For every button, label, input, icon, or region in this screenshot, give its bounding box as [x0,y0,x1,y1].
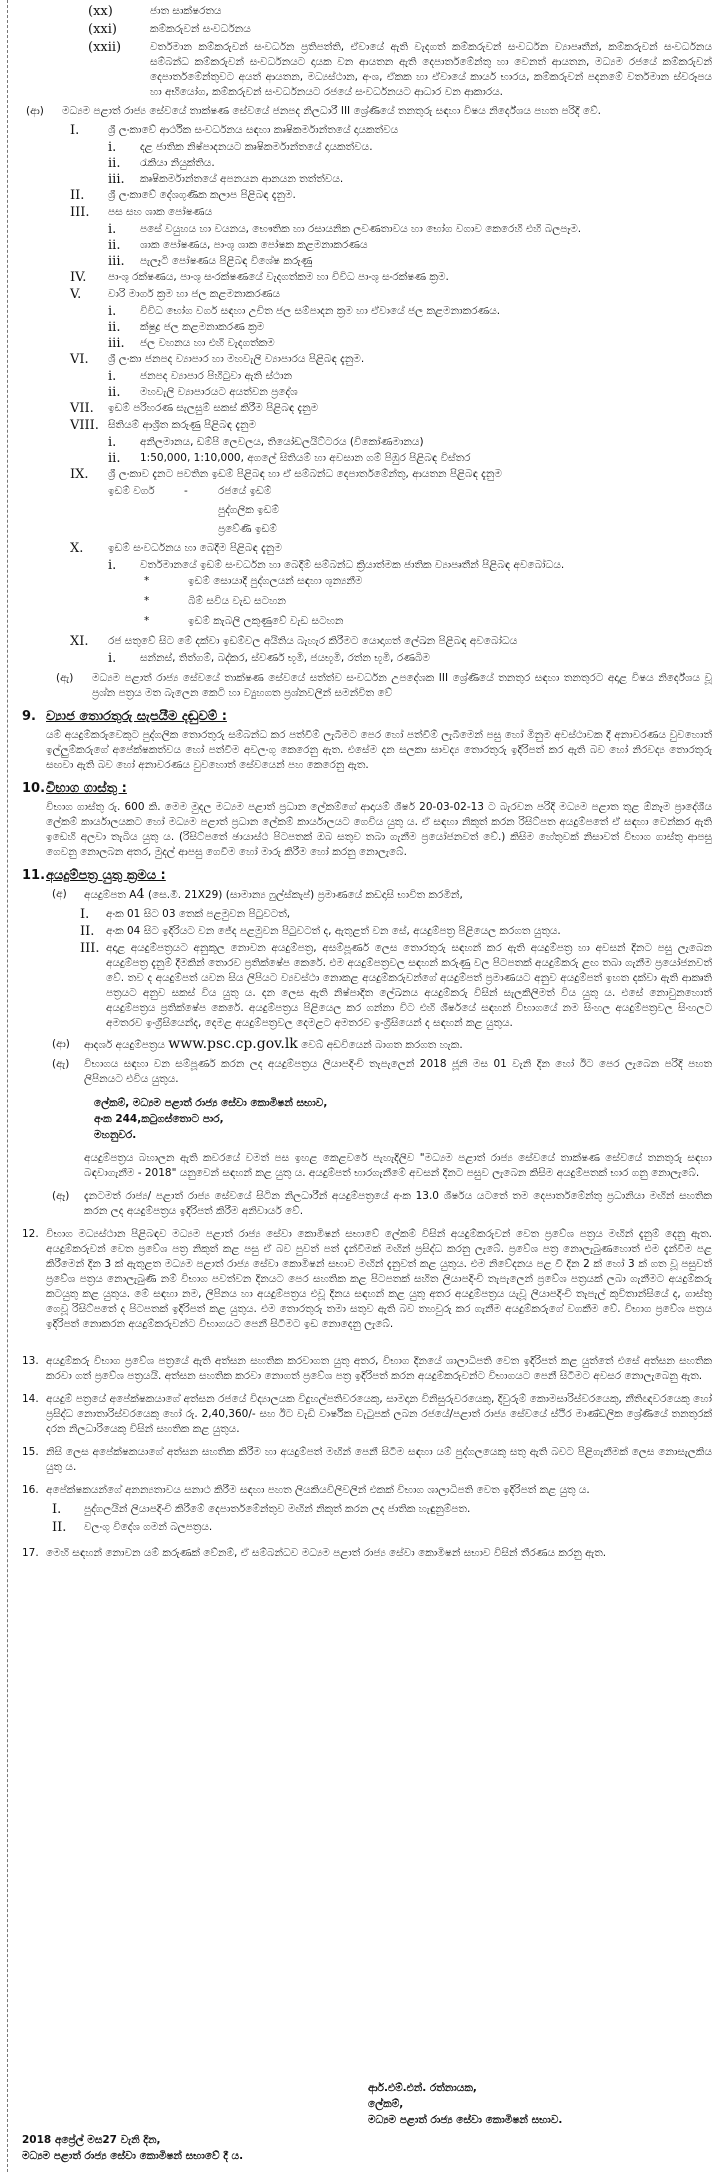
roman-number: I. [70,123,80,138]
sub-number: iii. [108,254,125,269]
model-application-post: වෙබ් අඩවියෙන් බාගත කරගත හැක. [301,1039,463,1051]
item-text: ඉඩම් සංවර්ධනය හා බෙදීම පිළිබඳ දැනුම [108,542,282,554]
sub-text: පසේ වයුහය හා වයනය, භෞතික හා රසායනික ලවණතාවය හා භෝග වගාව කෙරෙහි එහි බලපෑම. [140,223,582,235]
star-bullet-icon: * [144,615,150,627]
section-title: අයදුම්පත්‍ර යුතු ක්‍රමය : [46,868,166,883]
item-text: ශ්‍රී ලංකාවේ ආර්ථික සංවර්ධනය සඳහා කෘෂිකර්මාන්තයේ දායකත්වය [108,124,399,136]
sub-item [22,172,712,187]
list-text: වර්තමාන කම්කරුවන් සංවර්ධන ප්‍රතිපත්ති, ඒවායේ ඇති වැදගත් කම්කරුවන් සංවර්ධන ව්‍යාපෘතීන්, කම්කරුවන් සංවර්ධනය සම්බන්ධ කම්කරුවන් සංවර්ධනයට දායක වන ආයතන ඇති දෙපාර්තමේන්තු හා වෙනත් ආයතන, මධ්‍යම රජයේ කම්කරුවන් දෙපාර්තමේන්තුවට අයත් ආයතන, මධ්‍යස්ථාන, අංශ, ඒකක හා ඒවායේ කාර්ය භාරය, කම්කරුවන් පදනමේ වර්තමාන ස්වරූපය හා අභියෝග, කම්කරුවන් සංවර්ධනයට රජයේ සංවර්ධනයට ආධාර වන ආකාරය. [150,41,712,98]
list-text: ජාත සාක්ෂරතය [150,5,222,17]
list-text: පුද්ගලයින් ලියාපදිංචි කිරීමේ දෙපාර්තමේන්තුව මඟින් නිකුත් කරන ලද ජාතික හැඳුනුම්පත. [84,1503,471,1515]
sub-text: ශාක පෝෂණය, පාංශු ශාක පෝෂක කළමනාකරණය [140,239,368,251]
roman-number: IX. [70,467,89,482]
address-line: අංක 244,කටුගස්තොට පාර, [94,1113,224,1125]
sub-number: ii. [108,320,121,335]
sub-number: ii. [108,451,121,466]
section-number: 17. [22,1547,39,1559]
section-number: 9. [22,709,36,724]
star-text: ඉඩම් සොයාදී පුද්ගලයන් සඳහා ශූන්‍යනීම [188,575,363,587]
syllabus-item [22,123,712,138]
syllabus-item [22,467,712,482]
section-number: 12. [22,1228,39,1240]
section-number: 11. [22,868,46,883]
item-text: අංක 01 සිට 03 තෙක් පළමුවන පිටුවටත්, [106,908,291,920]
sub-text: විවිධ භෝග වර්ග සඳහා උචිත ජල සම්පාදන ක්‍රම හා ඒවායේ ජල කළමනාකරණය. [140,305,501,317]
syllabus-list [22,123,712,666]
sub-text: සන්නස්, තිත්ගම්, බද්කර, ස්වර්ණ භූමි, ජයභූමි, රත්න භූමි, රණබිම [140,652,430,664]
item-text: ශ්‍රී ලංකා ජනපද ව්‍යාපාර හා මහවැලි ව්‍යාපාරය පිළිබඳ දැනුම. [108,353,365,365]
sub-text: පැලෑටි පෝෂණය පිළිබඳ විශේෂ කරුණු [140,255,313,267]
item-text: ඉඩම් පරිහරණ සැලසුම් සකස් කිරීම පිළිබඳ දැනුම [108,402,319,414]
sub-number: ii. [108,156,121,171]
sub-item [22,451,712,466]
syllabus-item [22,541,712,556]
part-label: (ආ) [26,105,44,117]
sub-text: රැකියා නියුක්තිය. [140,157,215,169]
sub-number: iii. [108,172,125,187]
paper-size-number: 4 [136,887,145,902]
roman-number: VIII. [70,418,99,433]
land-type-row [22,484,712,503]
item-text: ශ්‍රී ලංකාව දැනට පවතින ඉඩම් පිළිබඳ හා ඒ සම්බන්ධ දෙපාර්තමේන්තු, ආයතන පිළිබඳ දැනුම [108,468,502,480]
signature-title: ලේකම්, [368,2098,404,2110]
section-number: 10. [22,781,46,796]
roman-number: VII. [70,401,94,416]
roman-number: II. [80,924,95,939]
application-format-list [22,907,712,1031]
item-text: ශ්‍රී ලංකාවේ දේශගුණික කලාප පිළිබඳ දැනුම. [108,189,296,201]
part-label: (ආ) [52,1038,70,1050]
section-body: අපේක්ෂකයන්ගේ අනන්‍යතාවය සනාථ කිරීම සඳහා පහත ලියකියවිලිවලින් එකක් විභාග ශාලාධිපති වෙත ඉදිරිපත් කළ යුතු ය. [46,1484,590,1496]
sub-item [22,140,712,155]
star-text: බිම් සවිය වැඩ සටහන [188,595,286,607]
syllabus-item [22,287,712,302]
sub-item [22,320,712,335]
format-item [22,907,712,922]
sub-number: ii. [108,385,121,400]
item-text: අංක 04 සිට ඉදිරියට වන ජේද පළමුවන පිටුවටත් ද, ඇතුළත් වන සේ, අයදුම්පත්‍ර පිළියෙල කරගත යුතුය. [106,925,561,937]
part-text: මධ්‍යම පළාත් රාජ්‍ය සේවයේ තාක්ෂණ සේවයේ සත්ත්ව සංවර්ධන උපදේශක III ශ්‍රේණියේ තනතුර සඳහා තනතුරට අදාළ විෂය නිර්දේශය වූ ප්‍රශ්න පත්‍රය මත බැලෙන කෙටි හා ව්‍යුහගත ප්‍රශ්නවලින් සමන්විත වේ [92,672,712,699]
section-12 [22,1227,712,1332]
section-body: විභාග ගාස්තු රු. 600 කි. මෙම මුදල මධ්‍යම පළාත් ප්‍රධාන ලේකම්ගේ ආදායම් ශීර්ෂ 20-03-02-13 ට බැරවන පරිදි මධ්‍යම පළාත තුළ ඕනෑම ප්‍රාදේශීය ලේකම් කාර්යාලයකට හෝ මධ්‍යම පළාත් ප්‍රධාන ලේකම් කාර්යාලයට ගෙවිය යුතු ය. ඒ සඳහා නිකුත් කරන රිසිට්පත අයදුම්පතේ ඒ සඳහා වෙන්කර ඇති ඉඩෙහි අලවා තැබිය යුතු ය. (රිසිට්පතේ ඡායාස්ථ පිටපතක් ඔබ සතුව තබා ගැනීම ප්‍රයෝජනවත් වේ.) කිසිම හේතුවක් නිසාවත් විභාග ගාස්තු ආපසු ගෙවනු නොලබන අතර, මුදල් ආපසු ගෙවීම හෝ මාරු කිරීම හෝ කරනු නොලැබේ. [46,801,712,858]
dashed-cut-line [7,0,8,2172]
section-16 [22,1483,712,1498]
footer-line: මධ්‍යම පළාත් රාජ්‍ය සේවා කොමිෂන් සභාවේ දී ය. [22,2150,244,2162]
sub-item [22,369,712,384]
signature-block [368,2080,562,2128]
section-15 [22,1445,712,1475]
model-application-text: ආදර්ශ අයදුම්පත්‍රය [84,1039,165,1051]
list-number: I. [52,1502,62,1517]
website-link[interactable]: www.psc.cp.gov.lk [168,1036,298,1052]
envelope-instruction: අයදුම්පත්‍රය බහාලන ඇති කවරයේ වමත් පස ඉහළ කෙළවරේ පැහැදිලිව "මධ්‍යම පළාත් රාජ්‍ය සේවයේ තාක්ෂණ සේවයේ තනතුරු සඳහා බඳවාගැනීම - 2018" යනුවෙන් සඳහන් කළ යුතු ය. අයදුම්පත් භාරගැනීමේ අවසන් දිනට පසුව ලැබෙන කිසිම අයදුම්පතක් භාර ගනු නොලැබේ. [84,1152,712,1179]
format-item [22,941,712,1031]
submission-text: විභාගය සඳහා වන සම්පූර්ණ කරන ලද අයදුම්පත්‍රය ලියාපදිංචි තැපැලෙන් 2018 ජූනි මස 01 වැනි දින හෝ ඊට පෙර ලැබෙන පරිදි පහත ලිපිනයට එවිය යුතුය. [84,1058,712,1085]
sub-text: කෘෂිකර්මාන්තයේ අපනයන ආනයන තත්ත්වය. [140,173,344,185]
part-label: (ඇ) [56,672,74,684]
sub-number: i. [108,558,117,573]
sub-number: i. [108,435,117,450]
signature-name: ආර්.එම්.එන්. රත්නායක, [368,2082,477,2094]
section-number: 14. [22,1393,39,1405]
sub-text: දළ ජාතික නිෂ්පාදනයට කෘෂිකර්මාන්තයේ දායකත්වය. [140,141,373,153]
roman-number: X. [70,541,84,556]
part-intro: මධ්‍යම පළාත් රාජ්‍ය සේවයේ තාක්ෂණ සේවයේ ජනපද නිලධාරී III ශ්‍රේණියේ තනතුරු සඳහා විෂය නිර්දේශය පහත පරිදි වේ. [62,105,601,117]
land-type-row [22,503,712,522]
section-body: නිසි ලෙස අපේක්ෂකයාගේ අත්සන සහතික කිරීම හා අයදුම්පත් මඟින් පෙනී සිටීම සඳහා යම් පුද්ගලයෙකු සතු ඇති බවට පිළිගැනීමක් ලෙස නොසැලකිය යුතු ය. [46,1446,712,1473]
star-item [22,594,712,614]
sub-number: i. [108,304,117,319]
sub-text: වර්තමානයේ ඉඩම් සංවර්ධන හා බෙදීම් සම්බන්ධ ක්‍රියාත්මක ජාතික ව්‍යාපෘතීන් පිළිබඳ අවබෝධය. [140,559,565,571]
part-label: (ඈ) [52,1190,70,1202]
document-page [22,4,712,1561]
section-11 [22,868,712,883]
star-bullet-icon: * [144,575,150,587]
section-title: විභාග ගාස්තු : [46,781,127,796]
section-body: අයදුම්කරු විභාග ප්‍රවේශ පත්‍රයේ ඇති අත්සන සහතික කරවාගත යුතු අතර, විභාග දිනයේ ශාලාධිපති වෙත ඉදිරිපත් කළ යුත්තේ එසේ අත්සන සහතික කරවා ගත් ප්‍රවේශ පත්‍රයයි. අත්සන සහතික කරවා නොගත් ප්‍රවේශ පත්‍ර ඉදිරිපත් කරන අයදුම්කරුවන්ට විභාගයට පෙනී සිටීමට අවසර නොලැබෙනු ඇත. [46,1355,712,1382]
list-number: II. [52,1520,67,1535]
sub-number: ii. [108,238,121,253]
sub-item [22,336,712,351]
sub-item [22,651,712,666]
address-block [94,1095,712,1143]
star-bullet-icon: * [144,595,150,607]
item-text: වාරි මාර්ග ක්‍රම හා ජල කළමනාකරණය [108,288,281,300]
section-14 [22,1392,712,1437]
item-text: අදාළ අයදුම්පත්‍රයට අනුකූල නොවන අයදුම්පත්‍ර, අසම්පූර්ණ ලෙස තොරතුරු සඳහන් කර ඇති අයදුම්පත්‍ර හා අවසන් දිනට පසු ලැබෙන අයදුම්පත්‍ර දැනුම් දීමකින් තොරව ප්‍රතික්ෂේප කෙරේ. එම අයදුම්පත්‍රවල සඳහන් කරුණු වල පිටපතක් අයදුම්කරු ළඟ තබා ගැනීම ප්‍රයෝජනවත් වේ. තව ද අයදුම්පත් යවන සිය ලිපියට ව්‍යවස්ථා නොකළ අයදුම්කරුවන්ගේ අයදුම්පත් ප්‍රමාණයට අනුව අයදුම්පත් ඉහත දක්වා ඇති ආකෘති පත්‍රයට අනුව සකස් විය යුතු ය. දන ලෙස ඇති නිෂ්පාදිත ලේඛනය අයදුම්කරු විසින් සැලකිලිමත් විය යුතු ය. එසේ නොවුනහොත් අයදුම්පත්‍රය ප්‍රතික්ෂේප කෙරේ. අයදුම්පත්‍රය පිළියෙල කර ගන්නා විට එහි ශීර්ෂයේ සඳහන් විභාගයේ නම සිංහල අයදුම්පත්‍රවල සිංහලට අමතරව ඉංග්‍රීසියෙන්ද, දෙමළ අයදුම්පත්‍රවල දෙමළට අමතරව ඉංග්‍රීසියෙන් ද සඳහන් කළ යුතුය. [106,942,712,1029]
section-number: 16. [22,1484,39,1496]
sub-number: i. [108,222,117,237]
footer-line: 2018 අප්‍රේල් මස27 වැනි දින, [22,2134,161,2146]
list-text: කම්කරුවන් සංවර්ධනය [150,23,251,35]
section-9 [22,709,712,724]
section-body: විභාග මධ්‍යස්ථාන පිළිබඳව මධ්‍යම පළාත් රාජ්‍ය සේවා කොමිෂන් සභාවේ ලේකම් විසින් අයදුම්කරුවන් වෙත ප්‍රවේශ පත්‍රය මඟින් දැනුම් දෙනු ඇත. අයදුම්කරුවන් වෙත ප්‍රවේශ පත්‍ර නිකුත් කළ පසු ඒ බව පුවත් පත් දැන්වීමක් මඟින් ප්‍රසිද්ධ කරනු ලැබේ. ප්‍රවේශ පත්‍ර නොලැබුණහොත් එම දැන්වීම පළ කිරීමෙන් දින 3 ක් ඇතුළත මධ්‍යම පළාත් රාජ්‍ය සේවා කොමිෂන් සභාව මඟින් දැනුවත් කළ යුතුය. එම නිවේදනය පළ වී දින 2 ක් හෝ 3 ක් ගත වූ පසුවත් ප්‍රවේශ පත්‍රය නොලැබුණි නම් විභාග පවත්වන දිනයට පෙර සහතික කළ පිටපතක් සහිත ලියාපදිංචි තැපැලෙන් ප්‍රවේශ පත්‍රයක් ලබා ගැනීමට අයදුම්කරු කටයුතු කළ යුතුය. මේ සඳහා නම, ලිපිනය හා අයදුම්පත්‍රය එවූ දිනය සඳහන් කළ යුතු අතර අයදුම්පත්‍රය යැවූ ලියාපදිංචි තැපැල් කුවිතාන්සියේ ද, ගාස්තු ගෙවූ රිසිට්පතේ ද පිටපතක් ඉදිරිපත් කළ යුතුය. එම තොරතුරු තමා සතුව ඇති බව තහවුරු කර ගැනීම අයදුම්කරුගේ වගකීම වේ. විභාග ප්‍රවේශ පත්‍රය ඉදිරිපත් නොකරන අයදුම්කරුවන්ට විභාගයට පෙනී සිටීමට ඉඩ නොදෙනු ලැබේ. [46,1228,712,1330]
top-list [22,4,712,100]
syllabus-item [22,418,712,433]
format-item [22,924,712,939]
syllabus-item [22,401,712,416]
sub-item [22,558,712,573]
star-text: ඉඩම් කැබලි ලකුණුවේ වැඩ සටහන [188,615,344,627]
part-label: (ඇ) [52,1058,70,1070]
address-line: ලේකම්, මධ්‍යම පළාත් රාජ්‍ය සේවා කොමිෂන් සභාව, [94,1097,328,1109]
item-text: පස සහ ශාක පෝෂණය [108,206,213,218]
paper-size-text-post: (සෙ.මී. 21X29) (සාමාන්‍ය ෆුල්ස්කැප්) ප්‍රමාණයේ කඩදාසි භාවිත කරමින්, [148,889,463,901]
list-number: (xx) [88,4,113,19]
roman-number: VI. [70,352,89,367]
land-type: රජයේ ඉඩම් [218,485,272,497]
land-type-row [22,522,712,541]
syllabus-item [22,270,712,285]
section-title: ව්‍යාජ තොරතුරු සැපයීම දඬුවම් : [46,709,227,724]
section-body: යම් අයදුම්කරුවෙකුට පුද්ගලික තොරතුරු සම්බන්ධ කර පත්වීම් ලැබීමට පෙර හෝ පත්වීම් ලැබීමෙන් පසු හෝ මිනුම අවස්ථාවක දී අනාවරණය වුවහොත් ඉල්ලුම්කරුගේ අපේක්ෂකත්වය හෝ පත්වීම අවලංගු කෙරෙනු ඇත. එසේම දන සලකා සාවද්‍ය තොරතුරු ඉදිරිපත් කර ඇති බව හෝ නිරවද්‍ය තොරතුරු සඟවා ඇති බව හෝ අනාවරණය වුවහොත් සේවයෙන් පහ කෙරෙනු ඇත. [46,729,712,771]
roman-number: V. [70,287,82,302]
section-number: 15. [22,1446,39,1458]
dash-separator: - [184,485,188,497]
item-text: පාංශු රක්ෂණය, පාංශු සංරක්ෂණයේ වැදගත්කම හා විවිධ පාංශු සංරක්ෂණ ක්‍රම. [108,271,449,283]
sub-number: i. [108,369,117,384]
sub-text: 1:50,000, 1:10,000, අගලේ සිතියම් හා අවසාන ගම් පිඹුර පිළිබඳ විස්තර [140,452,471,464]
sub-item [22,222,712,237]
section-body: අයදුම් පත්‍රයේ අපේක්ෂකයාගේ අත්සන රජයේ විද්‍යාලයක විදුහල්පතිවරයෙකු, සාමදාන විනිසුරුවරයෙකු, දිවුරුම් කොමසාරිස්වරයෙකු, නීතිඥවරයෙකු හෝ ප්‍රසිද්ධ නොතාරිස්වරයෙකු හෝ රු. 2,40,360/- සහ ඊට වැඩි වාර්ෂික වැටුපක් ලබන රජයේ/පළාත් රාජ්‍ය සේවයේ ස්ථිර මාණ්ඩලික ශ්‍රේණියේ තනතුරක් දරන නිලධාරියෙකු විසින් සහතික කළ යුතුය. [46,1393,712,1435]
sub-item [22,254,712,269]
list-number: (xxii) [88,40,122,55]
part-label: (අ) [52,888,67,900]
roman-number: I. [80,907,90,922]
roman-number: III. [70,205,90,220]
sub-text: අනිලමානය, ඩම්පි ලෙවලය, තියෝඩලයිට්ටරය (විකෝණමානය) [140,436,424,448]
section-10 [22,781,712,796]
list-number: (xxi) [88,22,117,37]
roman-number: III. [80,941,100,956]
sub-text: ක්ෂුද්‍ර ජල කළමනාකරණ ක්‍රම [140,321,265,333]
syllabus-item [22,634,712,649]
section-number: 13. [22,1355,39,1367]
sub-number: iii. [108,336,125,351]
paper-size-text: අයදුම්පත A [84,889,137,901]
footer-date [22,2132,243,2164]
sub-item [22,238,712,253]
sub-item [22,304,712,319]
sub-item [22,156,712,171]
roman-number: IV. [70,270,87,285]
syllabus-item [22,188,712,203]
star-item [22,614,712,634]
signature-org: මධ්‍යම පළාත් රාජ්‍ය සේවා කොමිෂන් සභාව. [368,2114,563,2126]
section-17 [22,1546,712,1561]
roman-number: XI. [70,634,89,649]
item-text: රජ සතුවේ සිට මේ දක්වා ඉඩම්වල අයිතිය බැහැර කිරීමට යොදාගත් ලේඛන පිළිබඳ අවබෝධය [108,635,518,647]
item-text: සිතියම් ආශ්‍රිත කරුණු පිළිබඳ දැනුම [108,419,257,431]
sub-text: මහවැලි ව්‍යාපාරයට අයත්වන ප්‍රදේශ [140,386,298,398]
address-line: මහනුවර. [94,1129,137,1141]
sub-text: ජල වහනය හා එහි වැදගත්කම [140,337,275,349]
section-13 [22,1354,712,1384]
syllabus-item [22,205,712,220]
sub-number: i. [108,651,117,666]
sub-number: i. [108,140,117,155]
land-types-label: ඉඩම් වර්ග [108,485,155,497]
officer-text: දැනටමත් රාජ්‍ය/ පළාත් රාජ්‍ය සේවයේ සිටින නිලධාරීන් අයදුම්පත්‍රයේ අංක 13.0 ශීර්ෂය යටතේ තම දෙපාර්තමේන්තු ප්‍රධානියා මඟින් සහතික කරන ලද අයදුම්පත්‍රය ඉදිරිපත් කිරීම අනිවාර්ය වේ. [84,1190,712,1217]
sub-item [22,435,712,450]
sub-item [22,385,712,400]
land-type: පුද්ගලික ඉඩම් [218,504,280,516]
roman-number: II. [70,188,85,203]
star-item [22,574,712,594]
section-body: මෙහි සඳහන් නොවන යම් කරුණක් වේනම්, ඒ සම්බන්ධව මධ්‍යම පළාත් රාජ්‍ය සේවා කොමිෂන් සභාව විසින් තීරණය කරනු ඇත. [46,1547,607,1559]
land-type: ප්‍රවේණි ඉඩම් [218,523,277,535]
sub-text: ජනපද ව්‍යාපාර පිහිටුවා ඇති ස්ථාන [140,370,293,382]
syllabus-item [22,352,712,367]
list-text: වලංගු විදේශ ගමන් බලපත්‍රය. [84,1521,213,1533]
